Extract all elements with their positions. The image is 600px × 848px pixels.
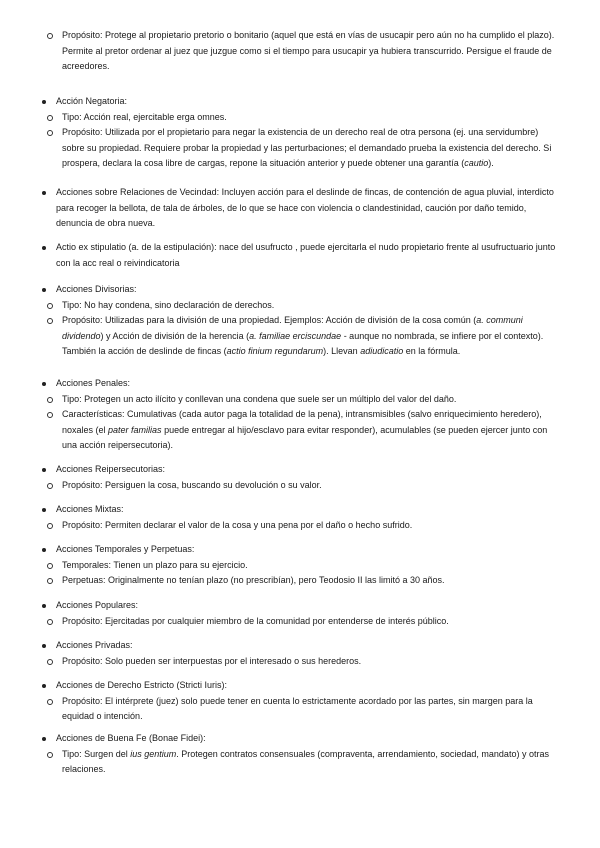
text-segment: ). Llevan xyxy=(323,346,361,356)
italic-term: actio finium regundarum xyxy=(226,346,324,356)
text-segment: - aunque no nombrada, se infiere por el contexto). También la acción de deslinde de fincas ( xyxy=(62,330,544,356)
hollow-bullet-icon xyxy=(47,130,53,136)
text-segment: Propósito: Permiten declarar el valor de la cosa y una pena por el daño o hecho sufrido. xyxy=(62,519,413,530)
sub-item xyxy=(0,573,600,589)
section-heading xyxy=(0,638,600,654)
bullet-icon xyxy=(42,288,46,292)
bullet-icon xyxy=(42,737,46,741)
section-heading xyxy=(0,598,600,614)
outline-section xyxy=(0,282,600,360)
section-heading xyxy=(0,185,600,232)
text-segment: Acciones Populares: xyxy=(56,600,139,610)
text-segment: Propósito: Persiguen la cosa, buscando su devolución o su valor. xyxy=(62,479,322,490)
outline-section xyxy=(0,731,600,778)
outline-section xyxy=(0,376,600,454)
section-heading xyxy=(0,731,600,747)
italic-term: a. communi dividendo xyxy=(62,315,523,341)
italic-term: cautio xyxy=(464,158,489,168)
text-segment: Acción Negatoria: xyxy=(56,96,128,106)
text-segment: Propósito: Utilizadas para la división de una propiedad. Ejemplos: Acción de división de la cosa común ( xyxy=(62,315,477,325)
text-segment: Propósito: Protege al propietario pretorio o bonitario (aquel que está en vías de usucapir pero aún no ha cumplido el plazo). Permite al pretor ordenar al juez que juzgue como si el tiempo para usucapir ya hubiera transcurrido. Persigue el fraude de acreedores. xyxy=(62,30,555,71)
hollow-bullet-icon xyxy=(47,483,53,489)
hollow-bullet-icon xyxy=(47,397,53,403)
italic-term: ius gentium xyxy=(130,748,177,759)
text-segment: Actio ex stipulatio (a. de la estipulación): nace del usufructo , puede ejercitarla el nudo propietario frente al usufructuario junto con la acc real o reivindicatoria xyxy=(56,242,556,268)
hollow-bullet-icon xyxy=(47,412,53,418)
text-segment: Acciones Privadas: xyxy=(56,640,133,650)
text-segment: Propósito: Solo pueden ser interpuestas por el interesado o sus herederos. xyxy=(62,655,362,666)
outline-section xyxy=(0,240,600,271)
hollow-bullet-icon xyxy=(47,115,53,121)
section-heading xyxy=(0,240,600,271)
text-segment: Acciones Divisorias: xyxy=(56,284,137,294)
text-segment: Acciones Mixtas: xyxy=(56,504,124,514)
section-heading xyxy=(0,282,600,298)
hollow-bullet-icon xyxy=(47,303,53,309)
bullet-icon xyxy=(42,644,46,648)
hollow-bullet-icon xyxy=(47,659,53,665)
italic-term: a. familiae erciscundae xyxy=(249,330,342,341)
outline-section xyxy=(0,185,600,232)
hollow-bullet-icon xyxy=(47,318,53,324)
bullet-icon xyxy=(42,684,46,688)
outline-section xyxy=(0,28,600,75)
text-segment: ) y Acción de división de la herencia ( xyxy=(100,330,250,341)
sub-item xyxy=(0,28,600,75)
text-segment: Propósito: Ejercitadas por cualquier miembro de la comunidad por entenderse de interés público. xyxy=(62,615,449,626)
hollow-bullet-icon xyxy=(47,523,53,529)
hollow-bullet-icon xyxy=(47,33,53,39)
text-segment: Tipo: Surgen del xyxy=(62,748,131,759)
hollow-bullet-icon xyxy=(47,699,53,705)
sub-item xyxy=(0,392,600,408)
outline-section xyxy=(0,542,600,589)
text-segment: Tipo: Protegen un acto ilícito y conllevan una condena que suele ser un múltiplo del valor del daño. xyxy=(62,393,457,404)
text-segment: Acciones de Buena Fe (Bonae Fidei): xyxy=(56,733,206,743)
outline-section xyxy=(0,598,600,629)
text-segment: Temporales: Tienen un plazo para su ejercicio. xyxy=(62,559,248,570)
bullet-icon xyxy=(42,191,46,195)
text-segment: Tipo: No hay condena, sino declaración de derechos. xyxy=(62,299,275,310)
hollow-bullet-icon xyxy=(47,578,53,584)
outline-section xyxy=(0,462,600,493)
italic-term: adiudicatio xyxy=(360,346,404,356)
sub-item xyxy=(0,110,600,126)
hollow-bullet-icon xyxy=(47,563,53,569)
sub-item xyxy=(0,614,600,630)
outline-section xyxy=(0,94,600,172)
bullet-icon xyxy=(42,100,46,104)
section-heading xyxy=(0,376,600,392)
sub-item xyxy=(0,518,600,534)
text-segment: Propósito: Utilizada por el propietario para negar la existencia de un derecho real de otra persona (ej. una servidumbre) sobre su propiedad. Requiere probar la propiedad y las perturbaciones; el demandado prueba la existencia del derecho. Si prospera, declara la cosa libre de cargas, repone la situación anterior y puede obtener una garantía ( xyxy=(62,127,552,168)
bullet-icon xyxy=(42,468,46,472)
hollow-bullet-icon xyxy=(47,752,53,758)
text-segment: Acciones Temporales y Perpetuas: xyxy=(56,544,195,554)
text-segment: Propósito: El intérprete (juez) solo puede tener en cuenta lo estrictamente acordado por las partes, sin margen para la equidad o intención. xyxy=(62,695,533,721)
sub-item xyxy=(0,313,600,360)
sub-item xyxy=(0,694,600,725)
bullet-icon xyxy=(42,508,46,512)
italic-term: pater familias xyxy=(108,424,162,435)
section-heading xyxy=(0,94,600,110)
section-heading xyxy=(0,678,600,694)
hollow-bullet-icon xyxy=(47,619,53,625)
bullet-icon xyxy=(42,604,46,608)
sub-item xyxy=(0,558,600,574)
text-segment: Acciones sobre Relaciones de Vecindad: Incluyen acción para el deslinde de fincas, de contención de agua pluvial, interdicto para recoger la bellota, de tala de árboles, de lo que se hace con violencia o clandestinidad, caución por daño temido, denuncia de obra nueva. xyxy=(56,187,554,228)
text-segment: puede entregar al hijo/esclavo para evitar responder), acumulables (se pueden ejercer junto con una acción reipersecutoria). xyxy=(62,424,548,450)
sub-item xyxy=(0,407,600,454)
text-segment: Características: Cumulativas (cada autor paga la totalidad de la pena), intransmisibles (salvo enriquecimiento heredero), noxales (el xyxy=(62,409,542,435)
sub-item xyxy=(0,747,600,778)
outline-section xyxy=(0,638,600,669)
text-segment: Acciones de Derecho Estricto (Stricti Iuris): xyxy=(56,680,228,690)
text-segment: ). xyxy=(488,158,494,168)
text-segment: Acciones Penales: xyxy=(56,378,131,388)
sub-item xyxy=(0,478,600,494)
outline-section xyxy=(0,678,600,725)
text-segment: Acciones Reipersecutorias: xyxy=(56,464,166,474)
text-segment: Tipo: Acción real, ejercitable erga omnes. xyxy=(62,111,227,122)
text-segment: Perpetuas: Originalmente no tenían plazo (no prescribían), pero Teodosio II las limitó a 30 años. xyxy=(62,575,445,585)
text-segment: . Protegen contratos consensuales (compraventa, arrendamiento, sociedad, mandato) y otras relaciones. xyxy=(62,748,549,774)
text-segment: en la fórmula. xyxy=(403,346,461,356)
section-heading xyxy=(0,502,600,518)
section-heading xyxy=(0,542,600,558)
outline-section xyxy=(0,502,600,533)
sub-item xyxy=(0,125,600,172)
bullet-icon xyxy=(42,246,46,250)
bullet-icon xyxy=(42,382,46,386)
section-heading xyxy=(0,462,600,478)
sub-item xyxy=(0,298,600,314)
bullet-icon xyxy=(42,548,46,552)
sub-item xyxy=(0,654,600,670)
